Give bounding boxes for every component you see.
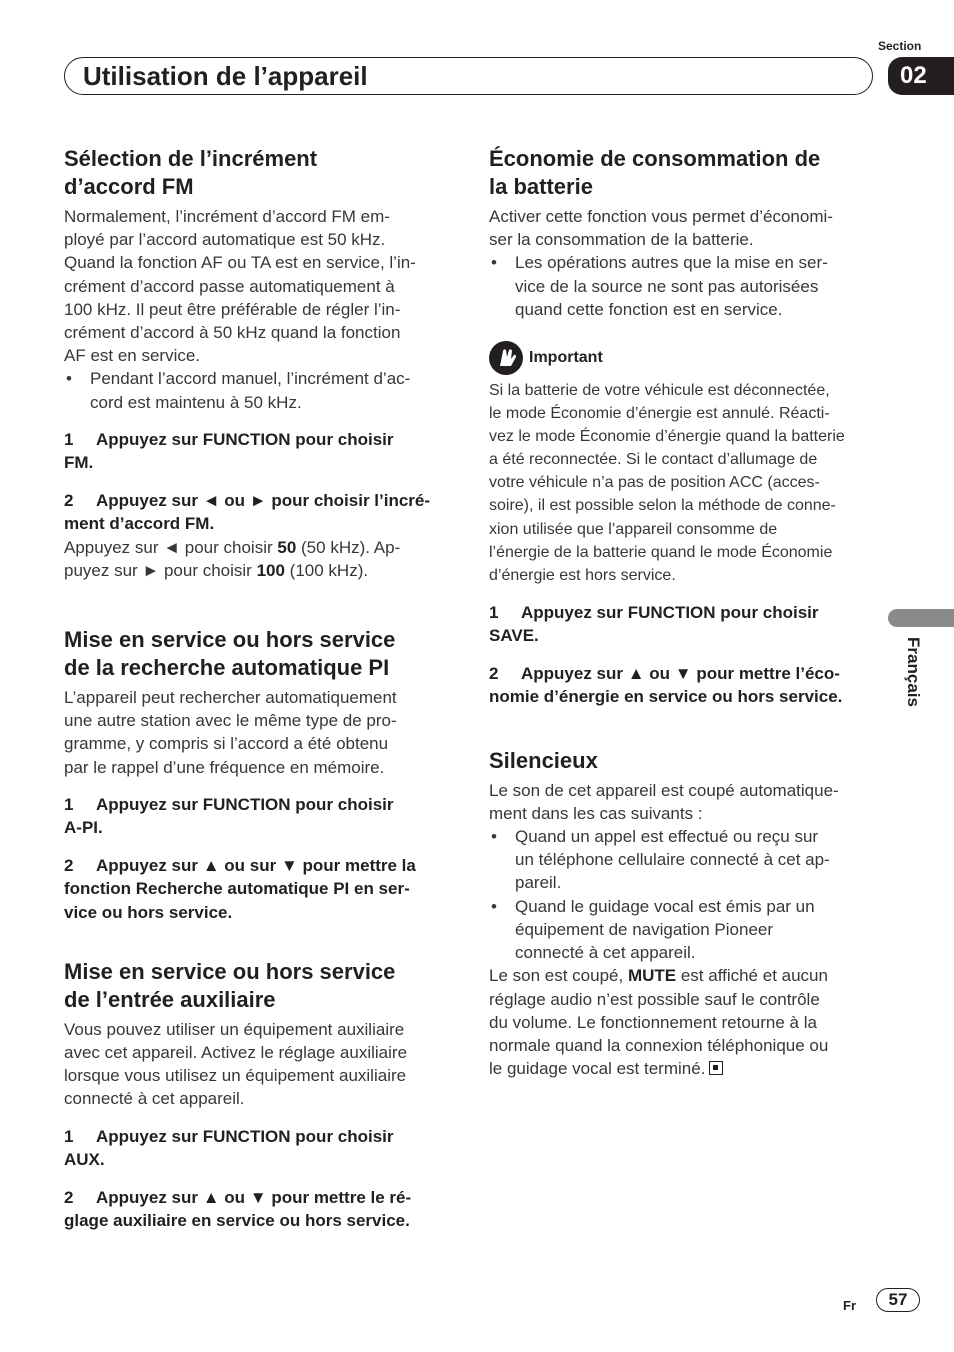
important-note-header	[489, 341, 879, 375]
important-hand-icon	[489, 341, 523, 375]
paragraph-fm-increment: Normalement, l’incrément d’accord FM em- ployé par l’accord automatique est 50 kHz. Quand la fonction AF ou TA est en service, l’in- crément d’accord passe automatiquement à 100 kHz. Il peut être préférable de régler l’in- crément d’accord à 50 kHz quand la fonction AF est en service.	[64, 207, 416, 366]
language-label: Français	[904, 637, 923, 707]
end-of-section-icon	[709, 1061, 723, 1075]
section-label: Section	[878, 39, 922, 53]
step-2-detail: Appuyez sur ◄ pour choisir 50 (50 kHz). Ap- puyez sur ► pour choisir 100 (100 kHz).	[64, 537, 401, 580]
list-item: • Pendant l’accord manuel, l’incrément d’ac- cord est maintenu à 50 kHz.	[64, 367, 456, 413]
left-column	[64, 145, 456, 1233]
step-1: 1 Appuyez sur FUNCTION pour choisir FM.	[64, 429, 394, 473]
paragraph-pi-seek: L’appareil peut rechercher automatiquement une autre station avec le même type de pro- gramme, y compris si l’accord a été obtenu par le rappel d’une fréquence en mémoire.	[64, 688, 397, 777]
important-label: Important	[529, 349, 603, 367]
heading-battery-saving: Économie de consommation de la batterie	[489, 146, 821, 199]
step-1: 1 Appuyez sur FUNCTION pour choisir A-PI.	[64, 794, 394, 838]
page-title: Utilisation de l’appareil	[83, 61, 368, 91]
paragraph-mute: Le son de cet appareil est coupé automatique- ment dans les cas suivants :	[489, 780, 839, 823]
paragraph-mute-closing: Le son est coupé, MUTE est affiché et aucun réglage audio n’est possible sauf le contrôle du volume. Le fonctionnement retourne à la normale quand la connexion téléphonique ou le guidage vocal est terminé.	[489, 966, 829, 1079]
step-2: 2 Appuyez sur ▲ ou sur ▼ pour mettre la fonction Recherche automatique PI en ser- vice ou hors service.	[64, 856, 416, 922]
bullet-list	[489, 825, 879, 964]
step-2: 2 Appuyez sur ◄ ou ► pour choisir l’incré- ment d’accord FM.	[64, 491, 431, 534]
step-1: 1 Appuyez sur FUNCTION pour choisir SAVE.	[489, 602, 819, 646]
list-item: • Quand un appel est effectué ou reçu sur un téléphone cellulaire connecté à cet ap- pareil.	[489, 825, 879, 895]
section-badge	[888, 57, 954, 95]
step-1: 1 Appuyez sur FUNCTION pour choisir AUX.	[64, 1126, 394, 1169]
list-item: • Quand le guidage vocal est émis par un équipement de navigation Pioneer connecté à cet appareil.	[489, 895, 879, 965]
bullet-list	[489, 251, 879, 321]
list-item: • Les opérations autres que la mise en ser- vice de la source ne sont pas autorisées quand cette fonction est en service.	[489, 251, 879, 321]
heading-mute: Silencieux	[489, 747, 598, 773]
heading-fm-increment: Sélection de l’incrément d’accord FM	[64, 146, 318, 199]
header-title-bar	[64, 57, 873, 95]
paragraph-battery-saving: Activer cette fonction vous permet d’économi- ser la consommation de la batterie.	[489, 207, 833, 250]
paragraph-aux-input: Vous pouvez utiliser un équipement auxiliaire avec cet appareil. Activez le réglage auxiliaire lorsque vous utilisez un équipement auxiliaire connecté à cet appareil.	[64, 1019, 408, 1109]
heading-pi-seek: Mise en service ou hors service de la recherche automatique PI	[64, 627, 396, 681]
section-number: 02	[900, 62, 927, 89]
bullet-list	[64, 367, 456, 413]
page-number: 57	[876, 1288, 920, 1312]
step-2: 2 Appuyez sur ▲ ou ▼ pour mettre l’éco- nomie d’énergie en service ou hors service.	[489, 664, 843, 707]
heading-aux-input: Mise en service ou hors service de l’entrée auxiliaire	[64, 958, 396, 1012]
step-2: 2 Appuyez sur ▲ ou ▼ pour mettre le ré- glage auxiliaire en service ou hors service.	[64, 1188, 412, 1231]
important-text: Si la batterie de votre véhicule est déconnectée, le mode Économie d’énergie est annulé. Réacti- vez le mode Économie d’énergie quand la batterie a été reconnectée. Si le contact d’allumage de votre véhicule n’a pas de position ACC (acces- soire), il est possible selon la méthode de conne- xion utilisée que l’appareil consomme de l’énergie de la batterie quand le mode Économie d’énergie est hors service.	[489, 382, 845, 584]
right-column	[489, 145, 879, 1080]
footer-language: Fr	[843, 1298, 856, 1313]
